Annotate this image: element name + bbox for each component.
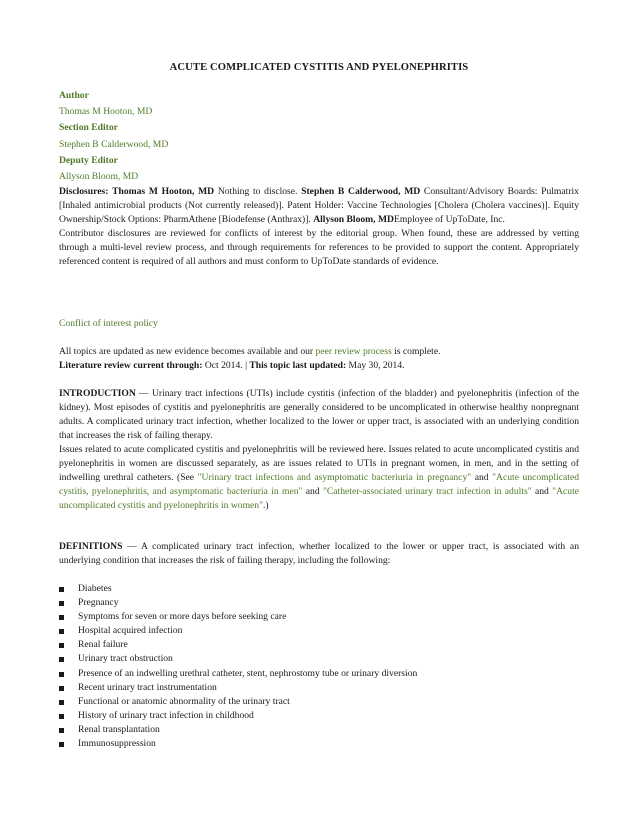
disclosures-label: Disclosures: — [59, 186, 109, 197]
last-updated-value: May 30, 2014. — [346, 360, 405, 371]
list-item-text: Recent urinary tract instrumentation — [78, 681, 217, 693]
square-bullet-icon — [59, 615, 64, 620]
list-item — [59, 709, 579, 723]
list-item — [59, 596, 579, 610]
definitions-paragraph — [59, 540, 579, 568]
and-text: and — [531, 486, 553, 497]
list-item — [59, 652, 579, 666]
peer-review-link[interactable]: peer review process — [315, 346, 392, 357]
list-item — [59, 638, 579, 652]
list-item — [59, 582, 579, 596]
introduction-text-2: Issues related to acute complicated cystitis and pyelonephritis will be reviewed here. Issues related to acute uncomplicated cystitis and pyelonephritis in women are discussed separately, as are issues related to UTIs in pregnant women, in men, and in the setting of indwelling urethral catheters. (See — [59, 444, 579, 483]
deputy-editor-role: Deputy Editor — [59, 154, 118, 166]
list-item — [59, 681, 579, 695]
link-pregnancy[interactable]: "Urinary tract infections and asymptomatic bacteriuria in pregnancy" — [197, 472, 472, 483]
disclosure-text-hooton: Nothing to disclose. — [214, 186, 302, 197]
review-paragraph — [59, 345, 579, 359]
deputy-editor-name[interactable]: Allyson Bloom, MD — [59, 171, 139, 183]
link-women[interactable]: "Acute uncomplicated cystitis and pyelonephritis in women" — [59, 486, 579, 511]
introduction-text: — Urinary tract infections (UTIs) include cystitis (infection of the bladder) and pyelonephritis (infection of the kidney). Most episodes of cystitis and pyelonephritis are generally considered to be uncomplicated in otherwise healthy nonpregnant adults. A complicated urinary tract infection, whether localized to the lower or upper tract, is associated with an underlying condition that increases the risk of failing therapy. — [59, 388, 579, 441]
definitions-heading: DEFINITIONS — [59, 541, 123, 552]
list-item — [59, 737, 579, 751]
introduction-heading: INTRODUCTION — [59, 388, 136, 399]
disclosure-text-calderwood: Consultant/Advisory Boards: Pulmatrix [Inhaled antimicrobial products (Not currently released)]. Patent Holder: Vaccine Technologies [Cholera (Cholera vaccines)]. Equity Ownership/Stock Options: PharmAthene [Biodefense (Anthrax)]. — [59, 186, 579, 225]
conflict-of-interest-link[interactable]: Conflict of interest policy — [59, 318, 158, 329]
disclosure-name-hooton: Thomas M Hooton, MD — [112, 186, 215, 197]
review-text-end: is complete. — [391, 346, 441, 357]
disclosure-statement: Contributor disclosures are reviewed for conflicts of interest by the editorial group. When found, these are addressed by vetting through a multi-level review process, and through requirements for references to be provided to support the content. Appropriately referenced content is required of all authors and must conform to UpToDate standards of evidence. — [59, 228, 579, 267]
square-bullet-icon — [59, 728, 64, 733]
review-dates — [59, 359, 579, 373]
review-section — [59, 345, 579, 373]
list-item — [59, 695, 579, 709]
author-block — [59, 88, 579, 185]
square-bullet-icon — [59, 587, 64, 592]
definitions-section — [59, 540, 579, 568]
square-bullet-icon — [59, 601, 64, 606]
author-role: Author — [59, 90, 89, 101]
section-editor-name[interactable]: Stephen B Calderwood, MD — [59, 138, 169, 150]
list-item-text: History of urinary tract infection in childhood — [78, 709, 254, 721]
section-editor-role: Section Editor — [59, 122, 118, 134]
link-men[interactable]: "Acute uncomplicated cystitis, pyelonephritis, and asymptomatic bacteriuria in men" — [59, 472, 579, 497]
disclosures-paragraph — [59, 185, 579, 227]
list-item-text: Functional or anatomic abnormality of the urinary tract — [78, 695, 290, 707]
literature-review-label: Literature review current through: — [59, 360, 203, 371]
introduction-paragraph-1 — [59, 387, 579, 443]
and-text: and — [471, 472, 493, 483]
square-bullet-icon — [59, 700, 64, 705]
list-item-text: Symptoms for seven or more days before seeking care — [78, 611, 287, 623]
review-text: All topics are updated as new evidence becomes available and our — [59, 346, 316, 357]
introduction-paragraph-2 — [59, 443, 579, 513]
square-bullet-icon — [59, 629, 64, 634]
link-catheter[interactable]: "Catheter-associated urinary tract infection in adults" — [322, 486, 532, 497]
conditions-list — [59, 582, 579, 751]
introduction-section — [59, 387, 579, 513]
closing-text: .) — [263, 500, 269, 511]
disclosure-text-bloom: Employee of UpToDate, Inc. — [393, 214, 505, 225]
list-item-text: Renal transplantation — [78, 723, 160, 735]
square-bullet-icon — [59, 657, 64, 662]
square-bullet-icon — [59, 672, 64, 677]
square-bullet-icon — [59, 742, 64, 747]
document-title: ACUTE COMPLICATED CYSTITIS AND PYELONEPHRITIS — [169, 62, 469, 73]
disclosure-name-bloom: Allyson Bloom, MD — [313, 214, 394, 225]
list-item — [59, 624, 579, 638]
list-item-text: Presence of an indwelling urethral catheter, stent, nephrostomy tube or urinary diversion — [78, 667, 418, 679]
list-item-text: Hospital acquired infection — [78, 625, 183, 637]
disclosure-name-calderwood: Stephen B Calderwood, MD — [301, 186, 421, 197]
square-bullet-icon — [59, 643, 64, 648]
list-item — [59, 723, 579, 737]
list-item-text: Immunosuppression — [78, 738, 156, 750]
list-item-text: Urinary tract obstruction — [78, 653, 173, 665]
author-name[interactable]: Thomas M Hooton, MD — [59, 106, 153, 118]
square-bullet-icon — [59, 714, 64, 719]
list-item-text: Pregnancy — [78, 597, 119, 609]
list-item — [59, 610, 579, 624]
disclosures-section — [59, 185, 579, 269]
square-bullet-icon — [59, 686, 64, 691]
list-item-text: Diabetes — [78, 583, 112, 594]
literature-review-value: Oct 2014. | — [202, 360, 250, 371]
and-text: and — [302, 486, 323, 497]
list-item-text: Renal failure — [78, 639, 128, 651]
last-updated-label: This topic last updated: — [249, 360, 347, 371]
list-item — [59, 667, 579, 681]
definitions-text: — A complicated urinary tract infection, whether localized to the lower or upper tract, is associated with an underlying condition that increases the risk of failing therapy, including the following: — [59, 541, 579, 566]
